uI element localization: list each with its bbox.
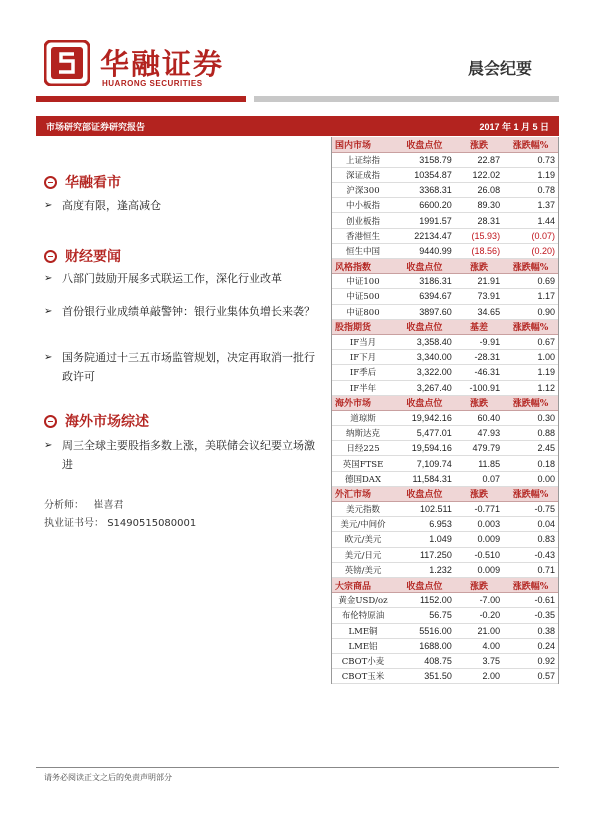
- table-row: [332, 623, 558, 638]
- list-item: ➢ 国务院通过十三五市场监管规划，决定再取消一批行政许可: [44, 348, 324, 386]
- row-label: 英国FTSE: [332, 456, 394, 471]
- analyst-name: 崔喜君: [93, 500, 124, 511]
- table-cell: 0.04: [503, 517, 558, 532]
- list-item: ➢ 周三全球主要股指多数上涨，美联储会议纪要立场激进: [44, 436, 324, 474]
- table-cell: 3368.31: [394, 183, 455, 198]
- table-row: [332, 517, 558, 532]
- table-row: [332, 183, 558, 198]
- circle-bullet-icon: [44, 415, 57, 428]
- certificate-number: S1490515080001: [107, 518, 197, 529]
- column-header: 收盘点位: [394, 137, 455, 152]
- table-cell: 0.78: [503, 183, 558, 198]
- table-row: [332, 638, 558, 653]
- table-cell: 0.88: [503, 426, 558, 441]
- table-row: [332, 471, 558, 486]
- column-header: 收盘点位: [394, 395, 455, 410]
- table-cell: 0.009: [455, 562, 503, 577]
- table-cell: 479.79: [455, 441, 503, 456]
- table-cell: 0.67: [503, 334, 558, 349]
- table-row: [332, 653, 558, 668]
- table-cell: 102.511: [394, 502, 455, 517]
- row-label: 美元/中间价: [332, 517, 394, 532]
- table-row: [332, 380, 558, 395]
- row-label: IF下月: [332, 350, 394, 365]
- row-label: 中小板指: [332, 198, 394, 213]
- table-cell: 0.38: [503, 623, 558, 638]
- table-cell: 5516.00: [394, 623, 455, 638]
- table-cell: 1.12: [503, 380, 558, 395]
- column-header: 涨跌: [455, 137, 503, 152]
- huarong-logo-icon: [44, 40, 90, 86]
- table-cell: -46.31: [455, 365, 503, 380]
- table-row: [332, 289, 558, 304]
- table-cell: -0.61: [503, 593, 558, 608]
- row-label: 沪深300: [332, 183, 394, 198]
- table-cell: 2.00: [455, 669, 503, 684]
- table-cell: 19,594.16: [394, 441, 455, 456]
- table-row: [332, 426, 558, 441]
- row-label: 美元/日元: [332, 547, 394, 562]
- table-cell: 3,340.00: [394, 350, 455, 365]
- table-cell: 3897.60: [394, 304, 455, 319]
- table-cell: 28.31: [455, 213, 503, 228]
- column-header: 收盘点位: [394, 319, 455, 334]
- row-label: IF半年: [332, 380, 394, 395]
- list-item: ➢ 首份银行业成绩单敲警钟：银行业集体负增长来袭？: [44, 302, 324, 321]
- table-cell: 5,477.01: [394, 426, 455, 441]
- table-cell: 2.45: [503, 441, 558, 456]
- market-data-table: [332, 137, 558, 684]
- table-cell: 351.50: [394, 669, 455, 684]
- table-cell: 34.65: [455, 304, 503, 319]
- list-item: ➢ 高度有限，逢高减仓: [44, 196, 324, 215]
- table-cell: 6.953: [394, 517, 455, 532]
- circle-bullet-icon: [44, 176, 57, 189]
- column-header: 涨跌: [455, 259, 503, 274]
- table-cell: -28.31: [455, 350, 503, 365]
- table-cell: 21.00: [455, 623, 503, 638]
- brand-name-en: HUARONG SECURITIES: [102, 79, 203, 88]
- table-cell: 89.30: [455, 198, 503, 213]
- column-header: 风格指数: [332, 259, 394, 274]
- table-cell: 1.00: [503, 350, 558, 365]
- row-label: CBOT小麦: [332, 653, 394, 668]
- row-label: LME铜: [332, 623, 394, 638]
- table-cell: 7,109.74: [394, 456, 455, 471]
- table-cell: -0.75: [503, 502, 558, 517]
- header-rule-red: [36, 96, 246, 102]
- table-header-row: [332, 486, 558, 501]
- document-type: 晨会纪要: [468, 59, 533, 78]
- table-cell: 0.73: [503, 152, 558, 167]
- table-header-row: [332, 577, 558, 592]
- table-cell: 117.250: [394, 547, 455, 562]
- row-label: 欧元/美元: [332, 532, 394, 547]
- row-label: 中证800: [332, 304, 394, 319]
- table-row: [332, 365, 558, 380]
- table-cell: 0.24: [503, 638, 558, 653]
- row-label: 英镑/美元: [332, 562, 394, 577]
- table-cell: 1.049: [394, 532, 455, 547]
- table-cell: 56.75: [394, 608, 455, 623]
- row-label: 日经225: [332, 441, 394, 456]
- table-row: [332, 152, 558, 167]
- arrow-bullet-icon: ➢: [44, 352, 53, 363]
- table-row: [332, 304, 558, 319]
- table-cell: 1.37: [503, 198, 558, 213]
- table-cell: 60.40: [455, 410, 503, 425]
- table-row: [332, 669, 558, 684]
- row-label: 中证100: [332, 274, 394, 289]
- row-label: IF季后: [332, 365, 394, 380]
- table-cell: 0.69: [503, 274, 558, 289]
- table-cell: 0.00: [503, 471, 558, 486]
- row-label: 道琼斯: [332, 410, 394, 425]
- column-header: 股指期货: [332, 319, 394, 334]
- arrow-bullet-icon: ➢: [44, 273, 53, 284]
- row-label: 纳斯达克: [332, 426, 394, 441]
- header-rule-gray: [254, 96, 559, 102]
- table-cell: 4.00: [455, 638, 503, 653]
- table-cell: 3158.79: [394, 152, 455, 167]
- column-header: 涨跌幅%: [503, 319, 558, 334]
- table-cell: 0.009: [455, 532, 503, 547]
- table-cell: 1688.00: [394, 638, 455, 653]
- report-date: 2017 年 1 月 5 日: [479, 122, 549, 132]
- arrow-bullet-icon: ➢: [44, 306, 53, 317]
- column-header: 海外市场: [332, 395, 394, 410]
- disclaimer-note: 请务必阅读正文之后的免责声明部分: [44, 773, 172, 782]
- footer-rule: [36, 767, 559, 768]
- column-header: 涨跌: [455, 577, 503, 592]
- table-header-row: [332, 395, 558, 410]
- table-cell: -0.771: [455, 502, 503, 517]
- table-cell: 0.18: [503, 456, 558, 471]
- row-label: 中证500: [332, 289, 394, 304]
- column-header: 收盘点位: [394, 259, 455, 274]
- table-cell: 408.75: [394, 653, 455, 668]
- arrow-bullet-icon: ➢: [44, 200, 53, 211]
- table-cell: 0.71: [503, 562, 558, 577]
- table-cell: 0.57: [503, 669, 558, 684]
- table-header-row: [332, 137, 558, 152]
- table-cell: -7.00: [455, 593, 503, 608]
- section-title-overseas: 海外市场综述: [44, 411, 149, 431]
- table-cell: 22134.47: [394, 228, 455, 243]
- analyst-line: 分析师： 崔喜君: [44, 500, 124, 511]
- table-cell: 47.93: [455, 426, 503, 441]
- row-label: LME铝: [332, 638, 394, 653]
- table-cell: 122.02: [455, 167, 503, 182]
- table-cell: 19,942.16: [394, 410, 455, 425]
- table-row: [332, 274, 558, 289]
- column-header: 收盘点位: [394, 486, 455, 501]
- section-title-market-view: 华融看市: [44, 172, 121, 192]
- table-cell: 1.44: [503, 213, 558, 228]
- row-label: 深证成指: [332, 167, 394, 182]
- table-cell: -0.510: [455, 547, 503, 562]
- table-cell: 1.232: [394, 562, 455, 577]
- table-cell: 6600.20: [394, 198, 455, 213]
- table-cell: -0.35: [503, 608, 558, 623]
- table-cell: 6394.67: [394, 289, 455, 304]
- column-header: 大宗商品: [332, 577, 394, 592]
- row-label: 黄金USD/oz: [332, 593, 394, 608]
- table-cell: -0.20: [455, 608, 503, 623]
- table-cell: 1.17: [503, 289, 558, 304]
- table-cell: 3,322.00: [394, 365, 455, 380]
- row-label: 创业板指: [332, 213, 394, 228]
- table-row: [332, 562, 558, 577]
- row-label: IF当月: [332, 334, 394, 349]
- table-row: [332, 410, 558, 425]
- row-label: 恒生中国: [332, 243, 394, 258]
- table-cell: 9440.99: [394, 243, 455, 258]
- row-label: 布伦特原油: [332, 608, 394, 623]
- column-header: 涨跌: [455, 486, 503, 501]
- table-cell: -0.43: [503, 547, 558, 562]
- table-cell: (18.56): [455, 243, 503, 258]
- table-cell: 0.90: [503, 304, 558, 319]
- list-item: ➢ 八部门鼓励开展多式联运工作，深化行业改革: [44, 269, 324, 288]
- table-cell: 3186.31: [394, 274, 455, 289]
- table-row: [332, 213, 558, 228]
- report-category: 市场研究部证券研究报告: [46, 123, 146, 133]
- report-bar: [36, 116, 559, 136]
- table-cell: 26.08: [455, 183, 503, 198]
- table-cell: 0.07: [455, 471, 503, 486]
- row-label: CBOT玉米: [332, 669, 394, 684]
- table-row: [332, 456, 558, 471]
- section-title-finance-news: 财经要闻: [44, 246, 121, 266]
- table-cell: 1152.00: [394, 593, 455, 608]
- table-row: [332, 243, 558, 258]
- table-row: [332, 334, 558, 349]
- table-row: [332, 228, 558, 243]
- table-row: [332, 532, 558, 547]
- table-cell: 0.30: [503, 410, 558, 425]
- table-row: [332, 608, 558, 623]
- table-row: [332, 547, 558, 562]
- table-cell: 0.83: [503, 532, 558, 547]
- table-cell: -100.91: [455, 380, 503, 395]
- row-label: 德国DAX: [332, 471, 394, 486]
- column-header: 涨跌: [455, 395, 503, 410]
- table-header-row: [332, 259, 558, 274]
- arrow-bullet-icon: ➢: [44, 440, 53, 451]
- table-cell: 3,358.40: [394, 334, 455, 349]
- table-header-row: [332, 319, 558, 334]
- table-cell: 22.87: [455, 152, 503, 167]
- table-cell: 10354.87: [394, 167, 455, 182]
- column-header: 外汇市场: [332, 486, 394, 501]
- table-row: [332, 167, 558, 182]
- table-cell: 1991.57: [394, 213, 455, 228]
- column-header: 涨跌幅%: [503, 486, 558, 501]
- table-cell: 73.91: [455, 289, 503, 304]
- table-row: [332, 350, 558, 365]
- column-header: 基差: [455, 319, 503, 334]
- table-cell: 1.19: [503, 365, 558, 380]
- table-cell: (15.93): [455, 228, 503, 243]
- table-cell: (0.07): [503, 228, 558, 243]
- table-cell: -9.91: [455, 334, 503, 349]
- table-cell: 21.91: [455, 274, 503, 289]
- row-label: 上证综指: [332, 152, 394, 167]
- table-row: [332, 198, 558, 213]
- column-header: 涨跌幅%: [503, 395, 558, 410]
- certificate-line: 执业证书号： S1490515080001: [44, 518, 197, 529]
- column-header: 涨跌幅%: [503, 137, 558, 152]
- table-row: [332, 441, 558, 456]
- table-cell: 11,584.31: [394, 471, 455, 486]
- column-header: 涨跌幅%: [503, 259, 558, 274]
- table-cell: 3.75: [455, 653, 503, 668]
- table-cell: 1.19: [503, 167, 558, 182]
- column-header: 涨跌幅%: [503, 577, 558, 592]
- column-header: 国内市场: [332, 137, 394, 152]
- table-row: [332, 502, 558, 517]
- row-label: 香港恒生: [332, 228, 394, 243]
- circle-bullet-icon: [44, 250, 57, 263]
- table-cell: 0.92: [503, 653, 558, 668]
- row-label: 美元指数: [332, 502, 394, 517]
- table-row: [332, 593, 558, 608]
- table-cell: 11.85: [455, 456, 503, 471]
- market-data-panel: [331, 137, 559, 684]
- column-header: 收盘点位: [394, 577, 455, 592]
- table-cell: 3,267.40: [394, 380, 455, 395]
- brand-name-cn: 华融证券: [100, 47, 225, 81]
- table-cell: 0.003: [455, 517, 503, 532]
- table-cell: (0.20): [503, 243, 558, 258]
